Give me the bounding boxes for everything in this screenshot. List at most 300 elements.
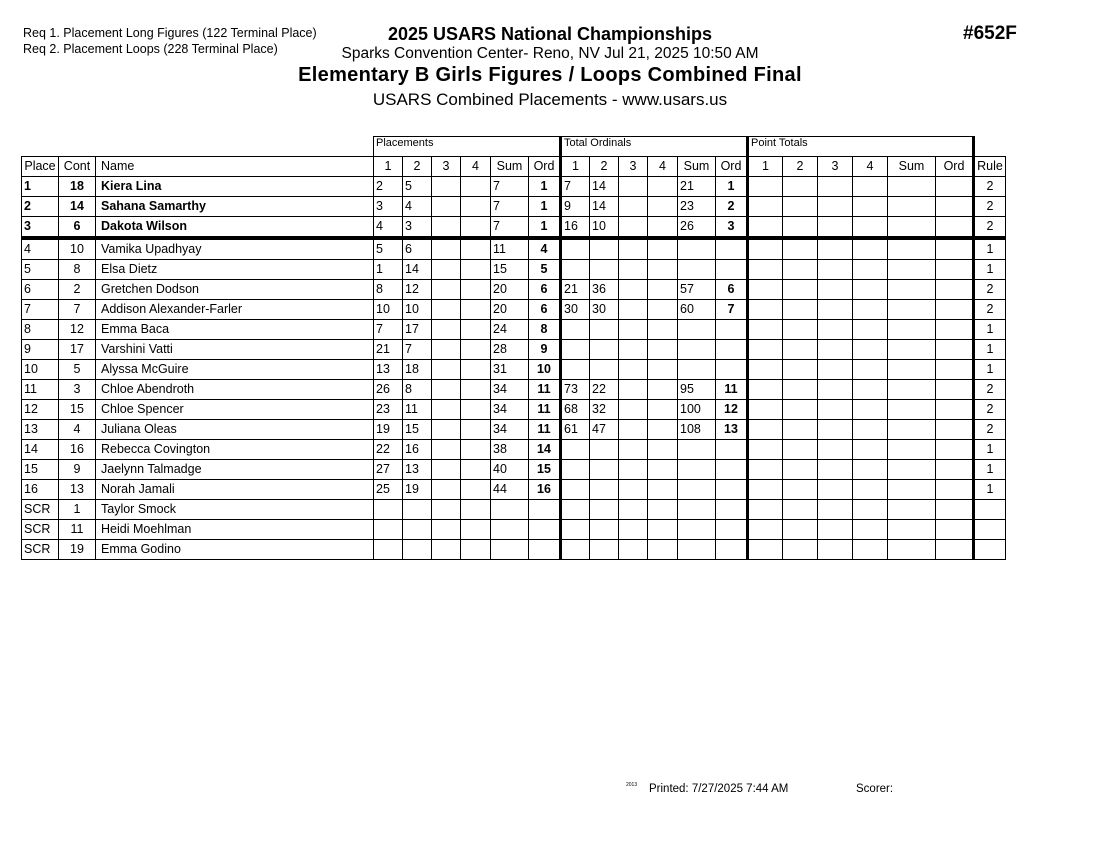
cell-t4: [648, 480, 678, 500]
cell-p1: 3: [374, 197, 403, 217]
cell-q4: [853, 440, 888, 460]
cell-p1: 5: [374, 238, 403, 260]
cell-q1: [748, 520, 783, 540]
cell-t2: [590, 480, 619, 500]
cell-pord: 9: [529, 340, 561, 360]
cell-q2: [783, 520, 818, 540]
cell-q1: [748, 420, 783, 440]
cell-q4: [853, 420, 888, 440]
cell-qsum: [888, 520, 936, 540]
cell-qord: [936, 480, 974, 500]
cell-q4: [853, 380, 888, 400]
cell-cont: 1: [59, 500, 96, 520]
cell-tord: 2: [716, 197, 748, 217]
table-row: [22, 420, 1006, 440]
cell-psum: 38: [491, 440, 529, 460]
cell-qsum: [888, 400, 936, 420]
cell-t2: 10: [590, 217, 619, 239]
cell-q2: [783, 360, 818, 380]
cell-t3: [619, 480, 648, 500]
cell-q4: [853, 400, 888, 420]
cell-p1: 8: [374, 280, 403, 300]
cell-place: 3: [22, 217, 59, 239]
cell-q4: [853, 540, 888, 560]
cell-name: Jaelynn Talmadge: [96, 460, 374, 480]
cell-tord: [716, 440, 748, 460]
cell-place: 6: [22, 280, 59, 300]
cell-qsum: [888, 320, 936, 340]
cell-q3: [818, 260, 853, 280]
cell-t3: [619, 340, 648, 360]
cell-q2: [783, 340, 818, 360]
cell-t1: 7: [561, 177, 590, 197]
col-t3: 3: [619, 157, 648, 177]
cell-tord: 12: [716, 400, 748, 420]
cell-q3: [818, 500, 853, 520]
cell-name: Chloe Abendroth: [96, 380, 374, 400]
cell-t1: [561, 480, 590, 500]
cell-t3: [619, 280, 648, 300]
cell-psum: [491, 520, 529, 540]
cell-p4: [461, 440, 491, 460]
cell-psum: 7: [491, 177, 529, 197]
cell-t1: [561, 500, 590, 520]
cell-t4: [648, 177, 678, 197]
cell-qsum: [888, 540, 936, 560]
cell-t2: [590, 340, 619, 360]
cell-qord: [936, 197, 974, 217]
cell-q3: [818, 420, 853, 440]
cell-pord: 14: [529, 440, 561, 460]
cell-rule: 1: [974, 320, 1006, 340]
cell-p4: [461, 260, 491, 280]
col-p1: 1: [374, 157, 403, 177]
cell-cont: 13: [59, 480, 96, 500]
cell-q4: [853, 260, 888, 280]
cell-t2: 14: [590, 197, 619, 217]
table-row: [22, 500, 1006, 520]
cell-tsum: [678, 480, 716, 500]
cell-q1: [748, 340, 783, 360]
group-placements: Placements: [374, 137, 561, 157]
cell-t1: 30: [561, 300, 590, 320]
cell-q3: [818, 300, 853, 320]
cell-rule: 2: [974, 400, 1006, 420]
cell-t3: [619, 460, 648, 480]
cell-q2: [783, 300, 818, 320]
cell-tsum: 60: [678, 300, 716, 320]
cell-qsum: [888, 380, 936, 400]
cell-qord: [936, 217, 974, 239]
table-row: [22, 340, 1006, 360]
cell-rule: 1: [974, 360, 1006, 380]
cell-p1: 22: [374, 440, 403, 460]
cell-p4: [461, 520, 491, 540]
cell-p2: 5: [403, 177, 432, 197]
cell-p2: 17: [403, 320, 432, 340]
cell-t1: 9: [561, 197, 590, 217]
results-table: [21, 136, 1006, 560]
cell-qord: [936, 400, 974, 420]
cell-tsum: [678, 520, 716, 540]
cell-tsum: [678, 540, 716, 560]
cell-pord: 6: [529, 280, 561, 300]
cell-q1: [748, 540, 783, 560]
cell-rule: 1: [974, 238, 1006, 260]
cell-t3: [619, 400, 648, 420]
cell-p3: [432, 480, 461, 500]
cell-place: 16: [22, 480, 59, 500]
cell-q1: [748, 300, 783, 320]
cell-qord: [936, 340, 974, 360]
cell-t4: [648, 460, 678, 480]
cell-psum: 7: [491, 217, 529, 239]
cell-psum: 34: [491, 380, 529, 400]
cell-t3: [619, 238, 648, 260]
cell-qsum: [888, 197, 936, 217]
cell-qord: [936, 540, 974, 560]
cell-tord: 7: [716, 300, 748, 320]
cell-p3: [432, 440, 461, 460]
cell-psum: [491, 500, 529, 520]
col-q2: 2: [783, 157, 818, 177]
cell-q4: [853, 520, 888, 540]
cell-q3: [818, 360, 853, 380]
cell-place: 2: [22, 197, 59, 217]
cell-t2: [590, 460, 619, 480]
cell-t1: [561, 320, 590, 340]
cell-p2: 14: [403, 260, 432, 280]
cell-q4: [853, 217, 888, 239]
cell-cont: 6: [59, 217, 96, 239]
col-qord: Ord: [936, 157, 974, 177]
table-row: [22, 260, 1006, 280]
cell-p4: [461, 360, 491, 380]
cell-t4: [648, 400, 678, 420]
cell-tord: [716, 540, 748, 560]
cell-q1: [748, 197, 783, 217]
cell-p2: 15: [403, 420, 432, 440]
cell-psum: 20: [491, 280, 529, 300]
cell-qsum: [888, 500, 936, 520]
col-place: Place: [22, 157, 59, 177]
cell-tsum: 26: [678, 217, 716, 239]
cell-q4: [853, 197, 888, 217]
cell-t4: [648, 540, 678, 560]
cell-place: 13: [22, 420, 59, 440]
cell-p4: [461, 500, 491, 520]
cell-p3: [432, 400, 461, 420]
cell-qsum: [888, 238, 936, 260]
cell-q2: [783, 280, 818, 300]
cell-qsum: [888, 340, 936, 360]
cell-t2: [590, 320, 619, 340]
cell-t3: [619, 440, 648, 460]
cell-place: 5: [22, 260, 59, 280]
cell-cont: 4: [59, 420, 96, 440]
cell-pord: 11: [529, 380, 561, 400]
cell-t1: [561, 238, 590, 260]
table-row: [22, 320, 1006, 340]
cell-place: 4: [22, 238, 59, 260]
cell-t3: [619, 197, 648, 217]
table-row: [22, 400, 1006, 420]
cell-q1: [748, 480, 783, 500]
cell-rule: 1: [974, 440, 1006, 460]
cell-p1: 27: [374, 460, 403, 480]
cell-rule: 2: [974, 197, 1006, 217]
table-row: [22, 280, 1006, 300]
cell-psum: 24: [491, 320, 529, 340]
cell-name: Rebecca Covington: [96, 440, 374, 460]
table-row: [22, 217, 1006, 239]
table-row: [22, 380, 1006, 400]
table-row: [22, 300, 1006, 320]
cell-q2: [783, 320, 818, 340]
cell-name: Gretchen Dodson: [96, 280, 374, 300]
cell-t4: [648, 320, 678, 340]
cell-t4: [648, 197, 678, 217]
cell-q1: [748, 260, 783, 280]
cell-t2: [590, 520, 619, 540]
cell-name: Emma Baca: [96, 320, 374, 340]
cell-t3: [619, 360, 648, 380]
cell-psum: 44: [491, 480, 529, 500]
col-q3: 3: [818, 157, 853, 177]
cell-p2: [403, 520, 432, 540]
cell-p3: [432, 238, 461, 260]
final-title: Elementary B Girls Figures / Loops Combined Final: [298, 64, 802, 86]
cell-p2: 10: [403, 300, 432, 320]
col-qsum: Sum: [888, 157, 936, 177]
cell-pord: 1: [529, 217, 561, 239]
cell-qord: [936, 360, 974, 380]
cell-qord: [936, 460, 974, 480]
cell-p2: 7: [403, 340, 432, 360]
cell-t2: 14: [590, 177, 619, 197]
cell-place: SCR: [22, 500, 59, 520]
cell-t2: 32: [590, 400, 619, 420]
cell-t3: [619, 380, 648, 400]
cell-rule: 2: [974, 217, 1006, 239]
cell-q2: [783, 400, 818, 420]
cell-t1: [561, 440, 590, 460]
cell-t3: [619, 320, 648, 340]
cell-q3: [818, 217, 853, 239]
cell-place: 1: [22, 177, 59, 197]
cell-pord: 1: [529, 197, 561, 217]
cell-p4: [461, 177, 491, 197]
cell-rule: 2: [974, 280, 1006, 300]
cell-place: 9: [22, 340, 59, 360]
cell-p3: [432, 500, 461, 520]
cell-pord: 11: [529, 400, 561, 420]
cell-tsum: 100: [678, 400, 716, 420]
cell-q3: [818, 197, 853, 217]
cell-p1: 25: [374, 480, 403, 500]
cell-psum: 20: [491, 300, 529, 320]
cell-t1: [561, 340, 590, 360]
cell-name: Juliana Oleas: [96, 420, 374, 440]
cell-place: 10: [22, 360, 59, 380]
cell-t2: [590, 238, 619, 260]
cell-qsum: [888, 217, 936, 239]
cell-q1: [748, 460, 783, 480]
cell-q2: [783, 197, 818, 217]
cell-q3: [818, 320, 853, 340]
cell-t1: [561, 540, 590, 560]
cell-q4: [853, 340, 888, 360]
cell-name: Taylor Smock: [96, 500, 374, 520]
cell-t4: [648, 380, 678, 400]
cell-t2: [590, 260, 619, 280]
cell-p4: [461, 238, 491, 260]
cell-p1: [374, 500, 403, 520]
cell-tord: 1: [716, 177, 748, 197]
table-row: [22, 197, 1006, 217]
cell-p4: [461, 217, 491, 239]
cell-q2: [783, 380, 818, 400]
cell-q4: [853, 360, 888, 380]
col-p3: 3: [432, 157, 461, 177]
cell-p2: 13: [403, 460, 432, 480]
cell-t3: [619, 500, 648, 520]
cell-rule: 2: [974, 177, 1006, 197]
cell-t2: 47: [590, 420, 619, 440]
cell-q1: [748, 400, 783, 420]
cell-name: Norah Jamali: [96, 480, 374, 500]
col-rule: Rule: [974, 157, 1006, 177]
cell-rule: 1: [974, 340, 1006, 360]
cell-rule: 2: [974, 380, 1006, 400]
cell-rule: [974, 520, 1006, 540]
cell-cont: 14: [59, 197, 96, 217]
cell-p4: [461, 380, 491, 400]
cell-qord: [936, 280, 974, 300]
cell-tsum: [678, 238, 716, 260]
cell-p1: [374, 540, 403, 560]
col-t4: 4: [648, 157, 678, 177]
cell-t2: [590, 500, 619, 520]
cell-cont: 8: [59, 260, 96, 280]
cell-q3: [818, 440, 853, 460]
cell-q2: [783, 460, 818, 480]
cell-t4: [648, 260, 678, 280]
cell-cont: 10: [59, 238, 96, 260]
cell-tsum: [678, 360, 716, 380]
cell-t4: [648, 300, 678, 320]
table-row: [22, 480, 1006, 500]
cell-pord: [529, 500, 561, 520]
cell-q1: [748, 380, 783, 400]
sub-title: USARS Combined Placements - www.usars.us: [372, 90, 728, 109]
col-psum: Sum: [491, 157, 529, 177]
cell-cont: 7: [59, 300, 96, 320]
cell-p1: 26: [374, 380, 403, 400]
cell-q1: [748, 320, 783, 340]
col-tsum: Sum: [678, 157, 716, 177]
cell-p2: 16: [403, 440, 432, 460]
cell-p1: 13: [374, 360, 403, 380]
col-t2: 2: [590, 157, 619, 177]
group-header-row: [22, 137, 1006, 157]
footer-code: 2013: [626, 782, 638, 788]
cell-t3: [619, 217, 648, 239]
cell-qsum: [888, 440, 936, 460]
cell-place: 11: [22, 380, 59, 400]
cell-p1: 21: [374, 340, 403, 360]
printed-timestamp: Printed: 7/27/2025 7:44 AM: [649, 783, 789, 795]
cell-t3: [619, 420, 648, 440]
cell-qord: [936, 520, 974, 540]
cell-q3: [818, 480, 853, 500]
cell-t1: 61: [561, 420, 590, 440]
cell-pord: [529, 540, 561, 560]
cell-p3: [432, 360, 461, 380]
cell-p2: 3: [403, 217, 432, 239]
cell-p3: [432, 340, 461, 360]
cell-t4: [648, 238, 678, 260]
column-header-row: [22, 157, 1006, 177]
cell-p2: 19: [403, 480, 432, 500]
cell-t4: [648, 340, 678, 360]
cell-place: 14: [22, 440, 59, 460]
cell-tsum: [678, 440, 716, 460]
cell-t3: [619, 540, 648, 560]
col-cont: Cont: [59, 157, 96, 177]
cell-rule: 1: [974, 460, 1006, 480]
cell-rule: [974, 540, 1006, 560]
cell-t4: [648, 520, 678, 540]
cell-tsum: [678, 320, 716, 340]
cell-p4: [461, 197, 491, 217]
col-p2: 2: [403, 157, 432, 177]
cell-qord: [936, 320, 974, 340]
cell-q2: [783, 177, 818, 197]
cell-cont: 15: [59, 400, 96, 420]
cell-t1: [561, 360, 590, 380]
cell-rule: 2: [974, 300, 1006, 320]
table-row: [22, 540, 1006, 560]
cell-place: 12: [22, 400, 59, 420]
cell-p3: [432, 320, 461, 340]
cell-p2: 6: [403, 238, 432, 260]
cell-p1: 1: [374, 260, 403, 280]
cell-name: Elsa Dietz: [96, 260, 374, 280]
cell-t4: [648, 500, 678, 520]
cell-q1: [748, 177, 783, 197]
cell-name: Emma Godino: [96, 540, 374, 560]
cell-tsum: [678, 340, 716, 360]
cell-pord: 8: [529, 320, 561, 340]
cell-p3: [432, 420, 461, 440]
cell-p3: [432, 460, 461, 480]
cell-qord: [936, 380, 974, 400]
cell-p3: [432, 300, 461, 320]
cell-place: SCR: [22, 540, 59, 560]
cell-p3: [432, 177, 461, 197]
cell-q2: [783, 238, 818, 260]
cell-p1: 23: [374, 400, 403, 420]
cell-qord: [936, 420, 974, 440]
requirement-2: Req 2. Placement Loops (228 Terminal Place): [23, 42, 278, 56]
cell-rule: 1: [974, 260, 1006, 280]
cell-qord: [936, 500, 974, 520]
cell-q2: [783, 540, 818, 560]
cell-tord: [716, 320, 748, 340]
cell-p3: [432, 280, 461, 300]
cell-t1: [561, 520, 590, 540]
